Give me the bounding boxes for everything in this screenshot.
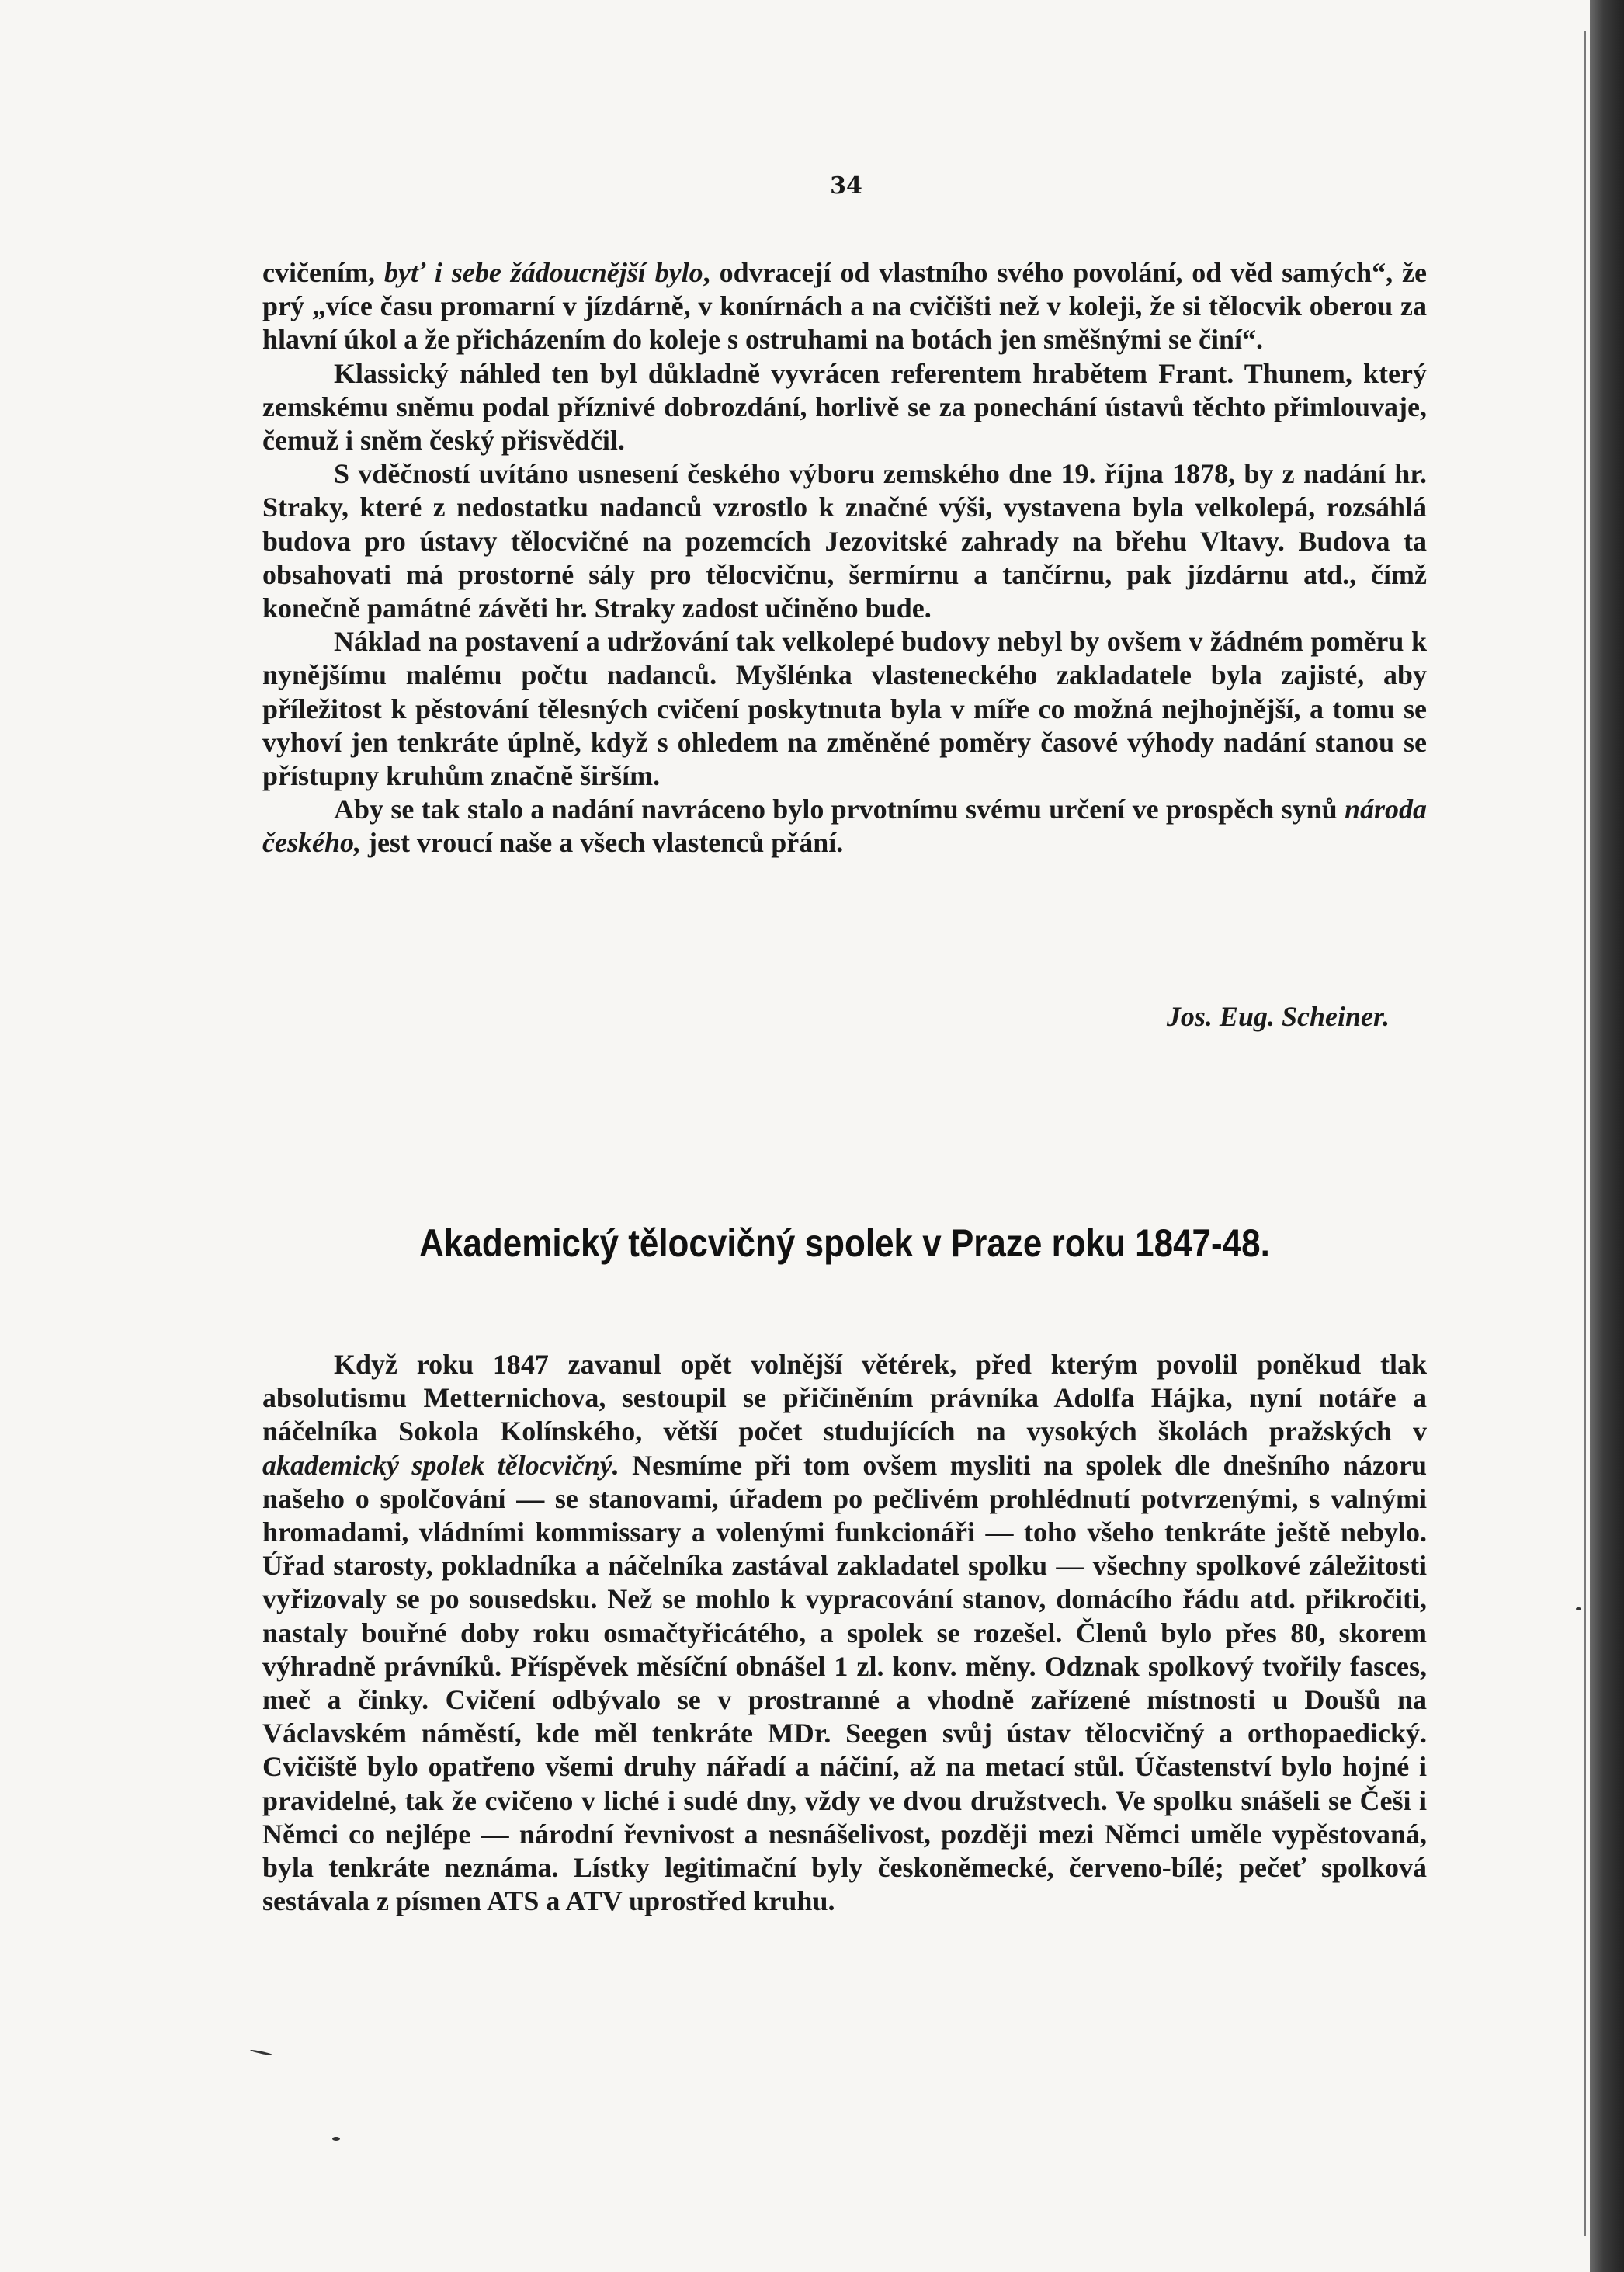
page-number: 34 [830, 172, 862, 200]
paragraph [262, 1348, 1427, 1918]
paragraph [262, 256, 1427, 357]
text-run: Když roku 1847 zavanul opět volnější větérek, před kterým povolil poněkud tlak absolutismu Metternichova, sestoupil se přičiněním právníka Adolfa Hájka, nyní notáře a náčelníka Sokola Kolínského, větší počet studujících na vysokých školách pražských v [262, 1349, 1427, 1447]
print-speck [250, 2049, 273, 2056]
text-run: , odvracejí od vlastního svého povolání, od věd samých“, že prý „více času promarní v jízdárně, v konírnách a na cvičišti než v koleji, že si tělocvik oberou za hlavní úkol a že přicházením do koleje s ostruhami na botách jen směšnými se činí“. [262, 257, 1428, 356]
italic-text-run: národa českého, [262, 794, 1427, 859]
italic-text-run: byť i sebe žádoucnější bylo [383, 257, 703, 288]
paragraph [262, 457, 1427, 625]
print-speck [332, 2137, 340, 2141]
paragraph [262, 357, 1427, 458]
paragraph [262, 793, 1427, 860]
book-gutter-shadow [1590, 0, 1624, 2272]
text-run: S vděčností uvítáno usnesení českého výboru zemského dne 19. října 1878, by z nadání hr. Straky, které z nedostatku nadanců vzrostlo k značné výši, vystavena byla velkolepá, rozsáhlá budova pro ústavy tělocvičné na pozemcích Jezovitské zahrady na břehu Vltavy. Budova ta obsahovati má prostorné sály pro tělocvičnu, šermírnu a tančírnu, pak jízdárnu atd., čímž konečně památné závěti hr. Straky zadost učiněno bude. [262, 458, 1427, 624]
italic-text-run: akademický spolek tělocvičný. [262, 1449, 619, 1481]
text-run: Klassický náhled ten byl důkladně vyvrácen referentem hrabětem Frant. Thunem, který zemskému sněmu podal příznivé dobrozdání, horlivě se za ponechání ústavů těchto přimlouvaje, čemuž i sněm český přisvědčil. [262, 357, 1427, 457]
text-run: Aby se tak stalo a nadání navráceno bylo prvotnímu svému určení ve prospěch synů [334, 794, 1345, 825]
text-run: jest vroucí naše a všech vlastenců přání. [360, 827, 844, 859]
text-run: Nesmíme při tom ovšem mysliti na spolek dle dnešního názoru našeho o spolčování — se stanovami, úřadem po pečlivém prohlédnutí potvrzenými, s valnými hromadami, vládními kommissary a volenými funkcionáři — toho všeho tenkráte ještě nebylo. Úřad starosty, pokladníka a náčelníka zastával zakladatel spolku — všechny spolkové záležitosti vyřizovaly se po sousedsku. Než se mohlo k vypracování stanov, domácího řádu atd. přikročiti, nastaly bouřné doby roku osmačtyřicátého, a spolek se rozešel. Členů bylo přes 80, skorem výhradně právníků. Příspěvek měsíční obnášel 1 zl. konv. měny. Odznak spolkový tvořily fasces, meč a činky. Cvičení odbývalo se v prostranné a vhodně zařízené místnosti u Doušů na Václavském náměstí, kde měl tenkráte MDr. Seegen svůj ústav tělocvičný a orthopaedický. Cvičiště bylo opatřeno všemi druhy nářadí a náčiní, až na metací stůl. Účastenství bylo hojné i pravidelné, tak že cvičeno v liché i sudé dny, vždy ve dvou družstvech. Ve spolku snášeli se Češi i Němci co nejlépe — národní řevnivost a nesnášelivost, později mezi Němci uměle vypěstovaná, byla tenkráte neznáma. Lístky legitimační byly českoněmecké, červeno-bílé; pečeť spolková sestávala z písmen ATS a ATV uprostřed kruhu. [262, 1449, 1427, 1917]
section-heading: Akademický tělocvičný spolek v Praze roku 1847-48. [419, 1221, 1270, 1265]
article-1-body [262, 256, 1427, 860]
author-signature: Jos. Eug. Scheiner. [1166, 1001, 1390, 1032]
text-run: cvičením, [262, 257, 384, 288]
page-edge-line [1584, 31, 1586, 2236]
print-speck [1576, 1607, 1581, 1610]
text-run: Náklad na postavení a udržování tak velkolepé budovy nebyl by ovšem v žádném poměru k nynějšímu malému počtu nadanců. Myšlénka vlasteneckého zakladatele byla zajisté, aby příležitost k pěstování tělesných cvičení poskytnuta byla v míře co možná nejhojnější, a tomu se vyhoví jen tenkráte úplně, když s ohledem na změněné poměry časové výhody nadání stanou se přístupny kruhům značně širším. [262, 626, 1427, 792]
article-2-body [262, 1348, 1427, 1918]
paragraph [262, 625, 1427, 793]
